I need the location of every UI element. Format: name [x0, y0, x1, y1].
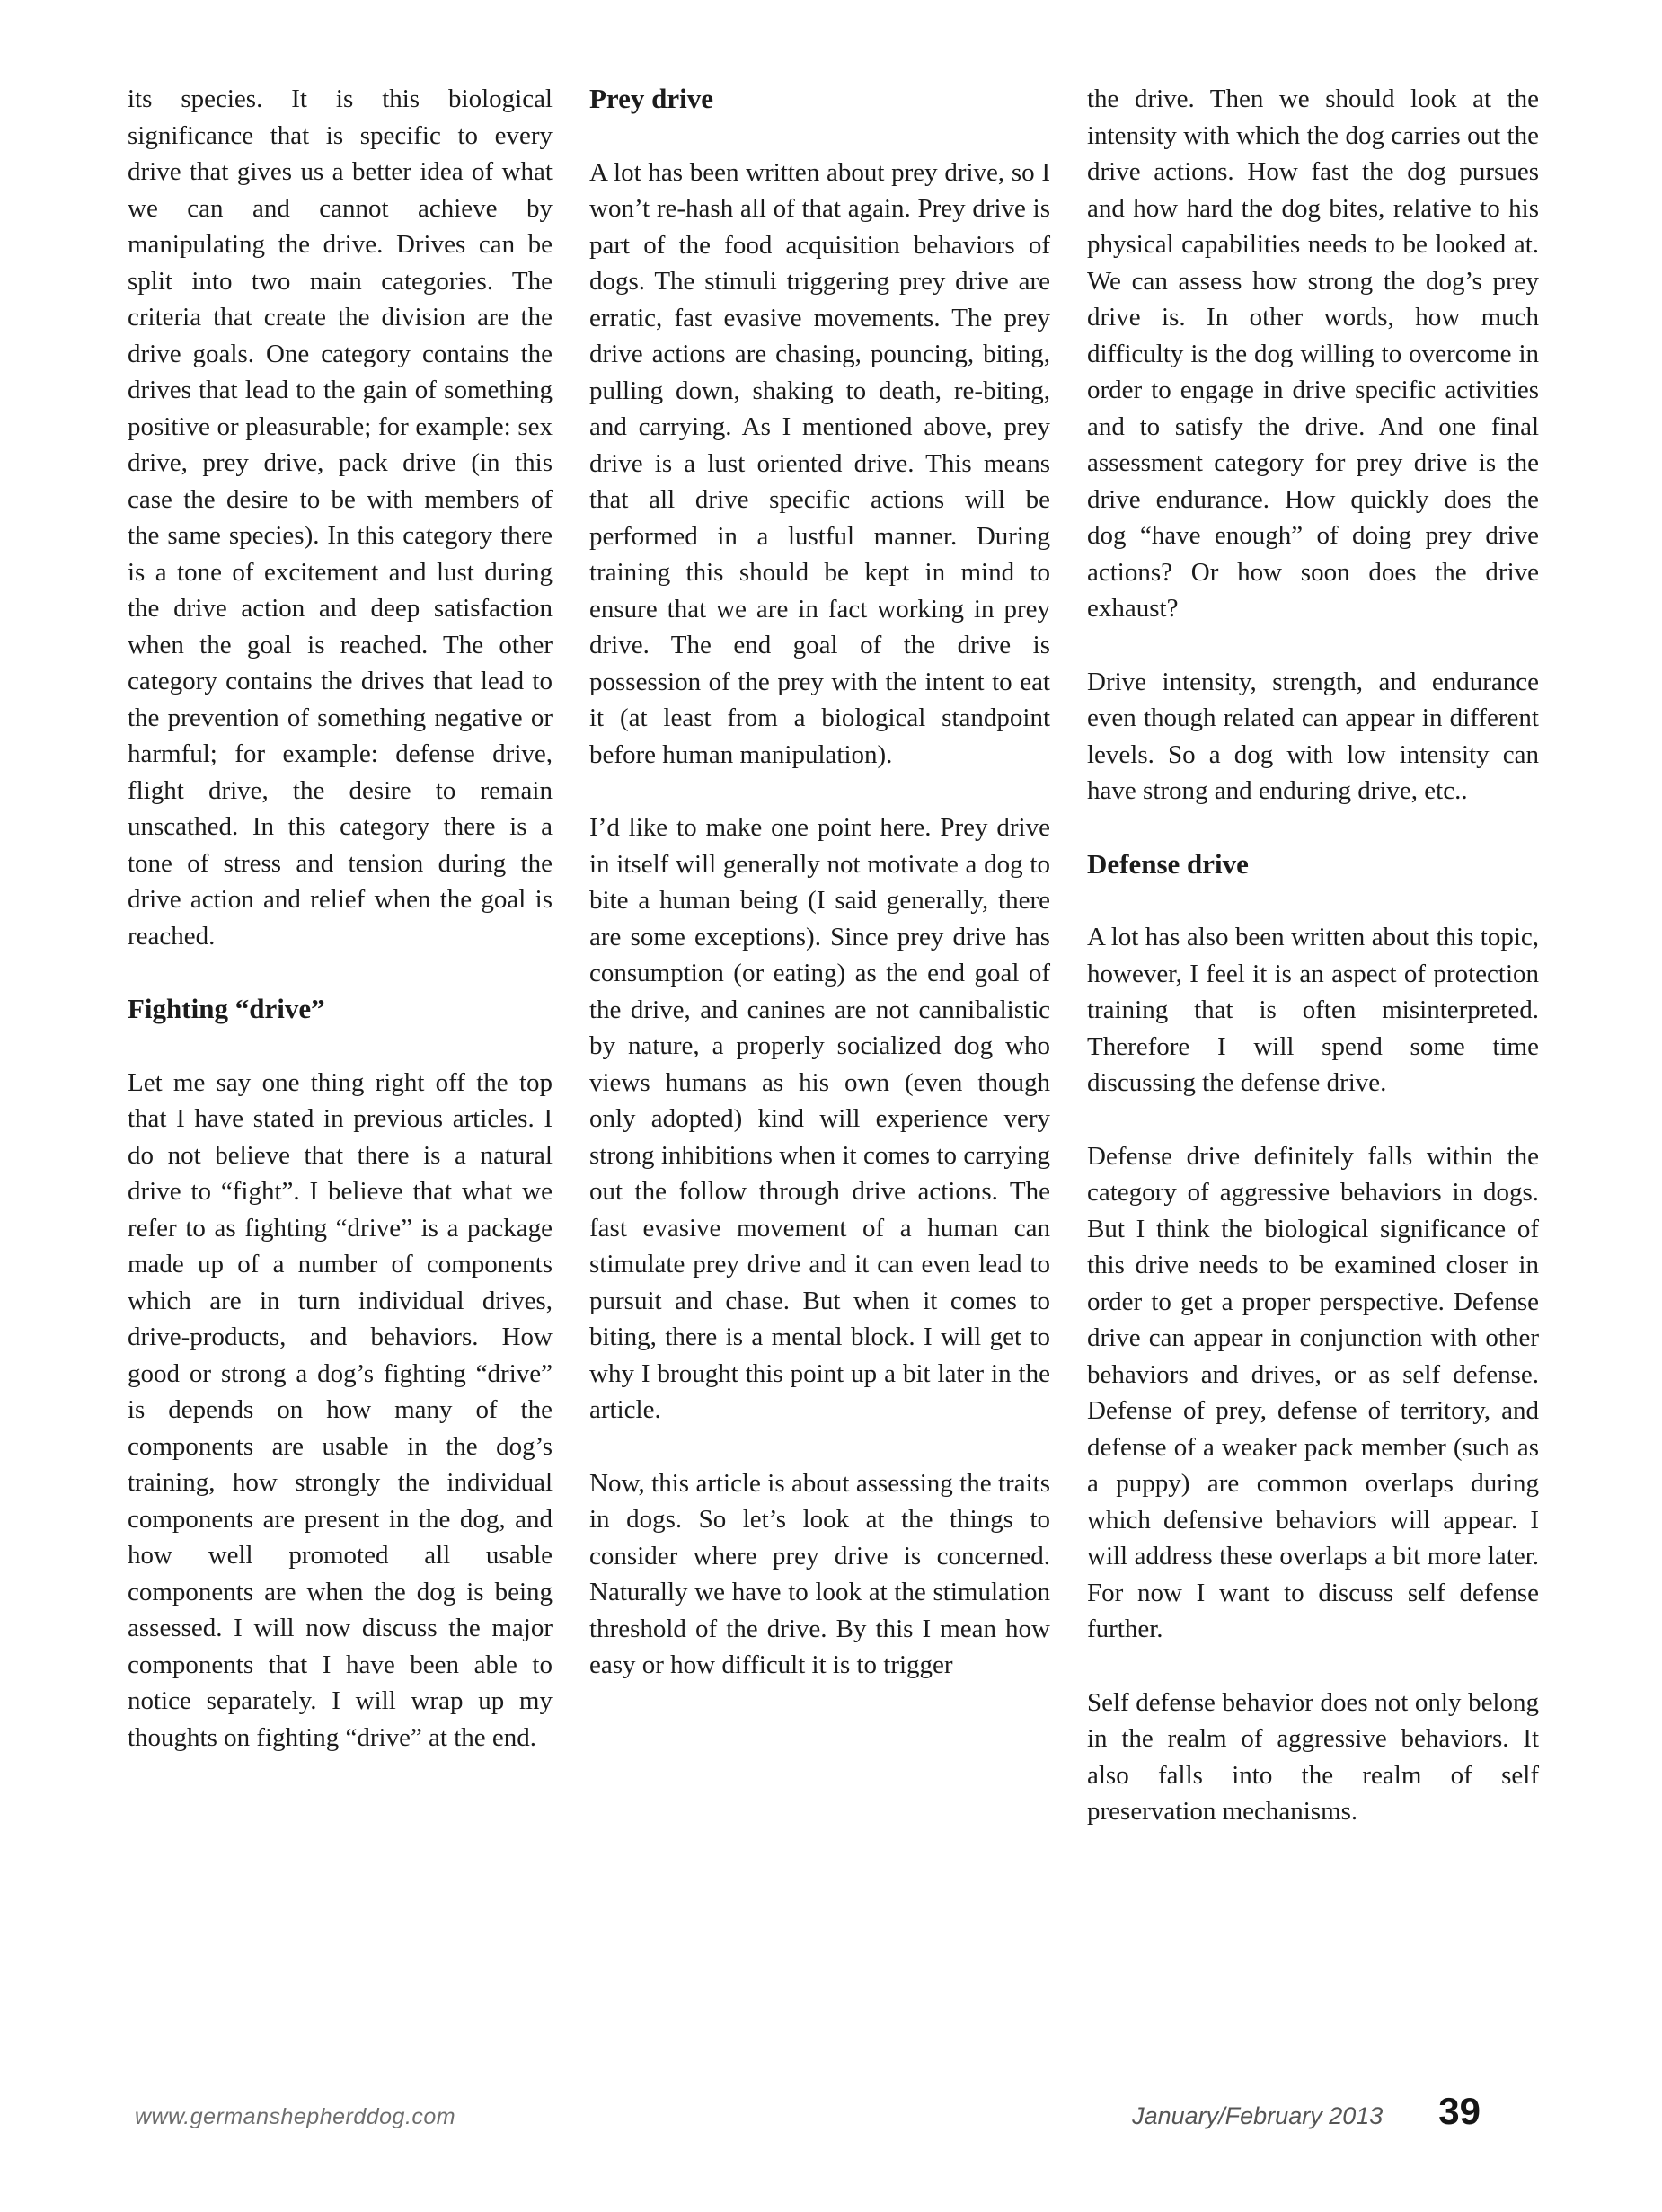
paragraph-assessing-traits: Now, this article is about assessing the traits in dogs. So let’s look at the things to consider where prey drive is concerned. Naturally we have to look at the stimulation threshold of the drive. By this I mean how easy or how difficult it is to trigger: [589, 1468, 1050, 1679]
footer-issue-date: January/February 2013: [1132, 2102, 1384, 2129]
paragraph-defense-drive-category: Defense drive definitely falls within the category of aggressive behaviors in dogs. But I think the biological significance of this drive needs to be examined closer in order to get a proper perspective. Defense drive can appear in conjunction with other behaviors and drives, or as self defense. Defense of prey, defense of territory, and defense of a weaker pack member (such as a puppy) are common overlaps during which defensive behaviors will appear. I will address these overlaps a bit more later. For now I want to discuss self defense further.: [1087, 1141, 1539, 1643]
page-footer: [0, 2090, 1662, 2133]
page-number: 39: [1438, 2090, 1481, 2132]
article-body: [128, 81, 1539, 1830]
section-heading-fighting-drive: Fighting “drive”: [128, 993, 325, 1024]
section-heading-prey-drive: Prey drive: [589, 83, 714, 114]
paragraph-drive-categories: its species. It is this biological significance that is specific to every drive that gives us a better idea of what we can and cannot achieve by manipulating the drive. Drives can be split into two main categories. The criteria that create the division are the drive goals. One category contains the drives that lead to the gain of something positive or pleasurable; for example: sex drive, prey drive, pack drive (in this case the desire to be with members of the same species). In this category there is a tone of excitement and lust during the drive action and deep satisfaction when the goal is reached. The other category contains the drives that lead to the prevention of something negative or harmful; for example: defense drive, flight drive, the desire to remain unscathed. In this category there is a tone of stress and tension during the drive action and relief when the goal is reached.: [128, 84, 553, 951]
column-3: [1087, 81, 1539, 1830]
paragraph-intensity-levels: Drive intensity, strength, and endurance even though related can appear in different levels. So a dog with low intensity can have strong and enduring drive, etc..: [1087, 667, 1539, 805]
paragraph-prey-drive-biting: I’d like to make one point here. Prey drive in itself will generally not motivate a dog to bite a human being (I said generally, there are some exceptions). Since prey drive has consumption (or eating) as the end goal of the drive, and canines are not cannibalistic by nature, a properly socialized dog who views humans as his own (even though only adopted) kind will experience very strong inhibitions when it comes to carrying out the follow through drive actions. The fast evasive movement of a human can stimulate prey drive and it can even lead to pursuit and chase. But when it comes to biting, there is a mental block. I will get to why I brought this point up a bit later in the article.: [589, 813, 1050, 1424]
paragraph-defense-drive-intro: A lot has also been written about this topic, however, I feel it is an aspect of protection training that is often misinterpreted. Therefore I will spend some time discussing the defense drive.: [1087, 923, 1539, 1097]
paragraph-prey-drive-intro: A lot has been written about prey drive, so I won’t re-hash all of that again. Prey drive is part of the food acquisition behaviors of dogs. The stimuli triggering prey drive are erratic, fast evasive movements. The prey drive actions are chasing, pouncing, biting, pulling down, shaking to death, re-biting, and carrying. As I mentioned above, prey drive is a lust oriented drive. This means that all drive specific actions will be performed in a lustful manner. During training this should be kept in mind to ensure that we are in fact working in prey drive. The end goal of the drive is possession of the prey with the intent to eat it (at least from a biological standpoint before human manipulation).: [589, 157, 1050, 769]
column-2: [589, 81, 1050, 1684]
paragraph-fighting-drive: Let me say one thing right off the top that I have stated in previous articles. I do not believe that there is a natural drive to “fight”. I believe that what we refer to as fighting “drive” is a package made up of a number of components which are in turn individual drives, drive-products, and behaviors. How good or strong a dog’s fighting “drive” is depends on how many of the components are usable in the dog’s training, how strongly the individual components are present in the dog, and how well promoted all usable components are when the dog is being assessed. I will now discuss the major components that I have been able to notice separately. I will wrap up my thoughts on fighting “drive” at the end.: [128, 1067, 553, 1752]
paragraph-self-defense: Self defense behavior does not only belong in the realm of aggressive behaviors. It also falls into the realm of self preservation mechanisms.: [1087, 1687, 1539, 1826]
paragraph-drive-intensity-assessment: the drive. Then we should look at the intensity with which the dog carries out the drive actions. How fast the dog pursues and how hard the dog bites, relative to his physical capabilities needs to be looked at. We can assess how strong the dog’s prey drive is. In other words, how much difficulty is the dog willing to overcome in order to engage in drive specific activities and to satisfy the drive. And one final assessment category for prey drive is the drive endurance. How quickly does the dog “have enough” of doing prey drive actions? Or how soon does the drive exhaust?: [1087, 84, 1539, 623]
column-1: [128, 81, 553, 1756]
section-heading-defense-drive: Defense drive: [1087, 847, 1249, 880]
footer-website-url: www.germanshepherddog.com: [135, 2104, 456, 2129]
